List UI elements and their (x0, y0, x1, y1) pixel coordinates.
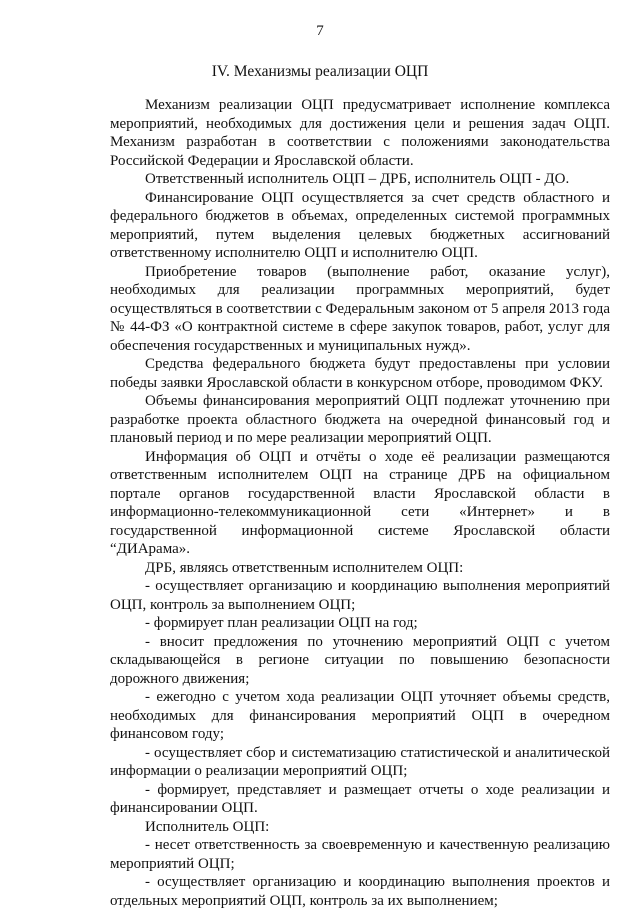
paragraph-financing: Финансирование ОЦП осуществляется за счет средств областного и федерального бюджетов в объемах, определенных системой программных мероприятий, путем выделения целевых бюджетных ассигнований ответственному исполнителю ОЦП и исполнителю ОЦП. (110, 189, 610, 261)
list-item: - осуществляет сбор и систематизацию статистической и аналитической информации о реализации мероприятий ОЦП; (110, 744, 610, 779)
paragraph-funding-volumes: Объемы финансирования мероприятий ОЦП подлежат уточнению при разработке проекта областного бюджета на очередной финансовый год и плановый период и по мере реализации мероприятий ОЦП. (110, 393, 610, 446)
list-item: - формирует, представляет и размещает отчеты о ходе реализации и финансировании ОЦП. (110, 781, 610, 816)
document-body (110, 96, 610, 910)
list-item: - несет ответственность за своевременную и качественную реализацию мероприятий ОЦП; (110, 837, 610, 872)
paragraph-executors: Ответственный исполнитель ОЦП – ДРБ, исполнитель ОЦП - ДО. (145, 171, 570, 187)
list-item: - вносит предложения по уточнению мероприятий ОЦП с учетом складывающейся в регионе ситуации по повышению безопасности дорожного движения; (110, 633, 610, 687)
list-item: - осуществляет организацию и координацию выполнения проектов и отдельных мероприятий ОЦП, контроль за их выполнением; (110, 874, 610, 909)
paragraph-mechanism: Механизм реализации ОЦП предусматривает исполнение комплекса мероприятий, необходимых для достижения цели и решения задач ОЦП. Механизм разработан в соответствии с положениями законодательства Российской Федерации и Ярославской области. (110, 97, 610, 169)
list-item: - ежегодно с учетом хода реализации ОЦП уточняет объемы средств, необходимых для финансирования мероприятий ОЦП в очередном финансовом году; (110, 689, 610, 742)
paragraph-federal-funds: Средства федерального бюджета будут предоставлены при условии победы заявки Ярославской области в конкурсном отборе, проводимом ФКУ. (110, 356, 610, 391)
paragraph-information: Информация об ОЦП и отчёты о ходе её реализации размещаются ответственным исполнителем ОЦП на странице ДРБ на официальном портале органов государственной власти Ярославской области в информационно-телекоммуникационной сети «Интернет» и в государственной информационной системе Ярославской области “ДИАрама». (110, 448, 610, 557)
list-item: - формирует план реализации ОЦП на год; (145, 615, 418, 631)
paragraph-executor-intro: Исполнитель ОЦП: (145, 818, 270, 835)
paragraph-drb-intro: ДРБ, являясь ответственным исполнителем ОЦП: (145, 559, 464, 576)
page-number: 7 (316, 23, 324, 39)
section-title: IV. Механизмы реализации ОЦП (211, 63, 429, 80)
paragraph-procurement: Приобретение товаров (выполнение работ, оказание услуг), необходимых для реализации программных мероприятий, будет осуществляться в соответствии с Федеральным законом от 5 апреля 2013 года № 44-ФЗ «О контрактной системе в сфере закупок товаров, работ, услуг для обеспечения государственных и муниципальных нужд». (110, 263, 610, 354)
list-item: - осуществляет организацию и координацию выполнения мероприятий ОЦП, контроль за выполнением ОЦП; (110, 578, 610, 613)
